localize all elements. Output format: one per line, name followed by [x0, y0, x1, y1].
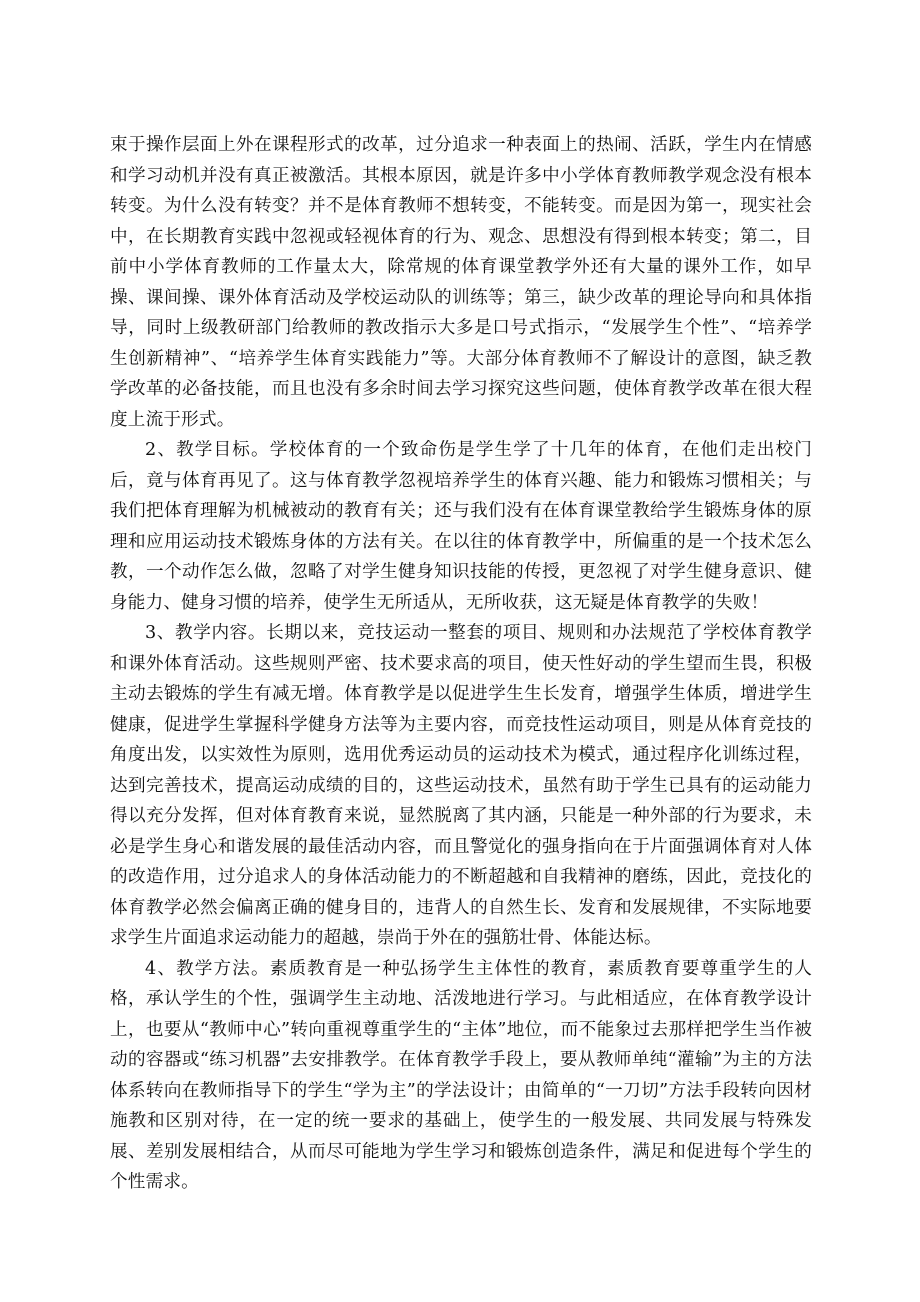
paragraph-teaching-goals: 2、教学目标。学校体育的一个致命伤是学生学了十几年的体育，在他们走出校门后，竟与体育再见了。这与体育教学忽视培养学生的体育兴趣、能力和锻炼习惯相关；与我们把体育理解为机械被动的教育有关；还与我们没有在体育课堂教给学生锻炼身体的原理和应用运动技术锻炼身体的方法有关。在以往的体育教学中，所偏重的是一个技术怎么教，一个动作怎么做，忽略了对学生健身知识技能的传授，更忽视了对学生健身意识、健身能力、健身习惯的培养，使学生无所适从，无所收获，这无疑是体育教学的失败！ [110, 440, 812, 613]
document-page [110, 130, 812, 1198]
paragraph-teaching-content: 3、教学内容。长期以来，竞技运动一整套的项目、规则和办法规范了学校体育教学和课外体育活动。这些规则严密、技术要求高的项目，使天性好动的学生望而生畏，积极主动去锻炼的学生有减无增。体育教学是以促进学生生长发育，增强学生体质，增进学生健康，促进学生掌握科学健身方法等为主要内容，而竞技性运动项目，则是从体育竞技的角度出发，以实效性为原则，选用优秀运动员的运动技术为模式，通过程序化训练过程，达到完善技术，提高运动成绩的目的，这些运动技术，虽然有助于学生已具有的运动能力得以充分发挥，但对体育教育来说，显然脱离了其内涵，只能是一种外部的行为要求，未必是学生身心和谐发展的最佳活动内容，而且警觉化的强身指向在于片面强调体育对人体的改造作用，过分追求人的身体活动能力的不断超越和自我精神的磨练，因此，竞技化的体育教学必然会偏离正确的健身目的，违背人的自然生长、发育和发展规律，不实际地要求学生片面追求运动能力的超越，崇尚于外在的强筋壮骨、体能达标。 [110, 623, 812, 948]
paragraph-teaching-methods: 4、教学方法。素质教育是一种弘扬学生主体性的教育，素质教育要尊重学生的人格，承认学生的个性，强调学生主动地、活泼地进行学习。与此相适应，在体育教学设计上，也要从“教师中心”转向重视尊重学生的“主体”地位，而不能象过去那样把学生当作被动的容器或“练习机器”去安排教学。在体育教学手段上，要从教师单纯“灌输”为主的方法体系转向在教师指导下的学生“学为主”的学法设计；由简单的“一刀切”方法手段转向因材施教和区别对待，在一定的统一要求的基础上，使学生的一般发展、共同发展与特殊发展、差别发展相结合，从而尽可能地为学生学习和锻炼创造条件，满足和促进每个学生的个性需求。 [110, 958, 812, 1192]
paragraph-root-causes: 束于操作层面上外在课程形式的改革，过分追求一种表面上的热闹、活跃，学生内在情感和学习动机并没有真正被激活。其根本原因，就是许多中小学体育教师教学观念没有根本转变。为什么没有转变？并不是体育教师不想转变，不能转变。而是因为第一，现实社会中，在长期教育实践中忽视或轻视体育的行为、观念、思想没有得到根本转变；第二，目前中小学体育教师的工作量太大，除常规的体育课堂教学外还有大量的课外工作，如早操、课间操、课外体育活动及学校运动队的训练等；第三，缺少改革的理论导向和具体指导，同时上级教研部门给教师的教改指示大多是口号式指示，“发展学生个性”、“培养学生创新精神”、“培养学生体育实践能力”等。大部分体育教师不了解设计的意图，缺乏教学改革的必备技能，而且也没有多余时间去学习探究这些问题，使体育教学改革在很大程度上流于形式。 [110, 135, 812, 430]
